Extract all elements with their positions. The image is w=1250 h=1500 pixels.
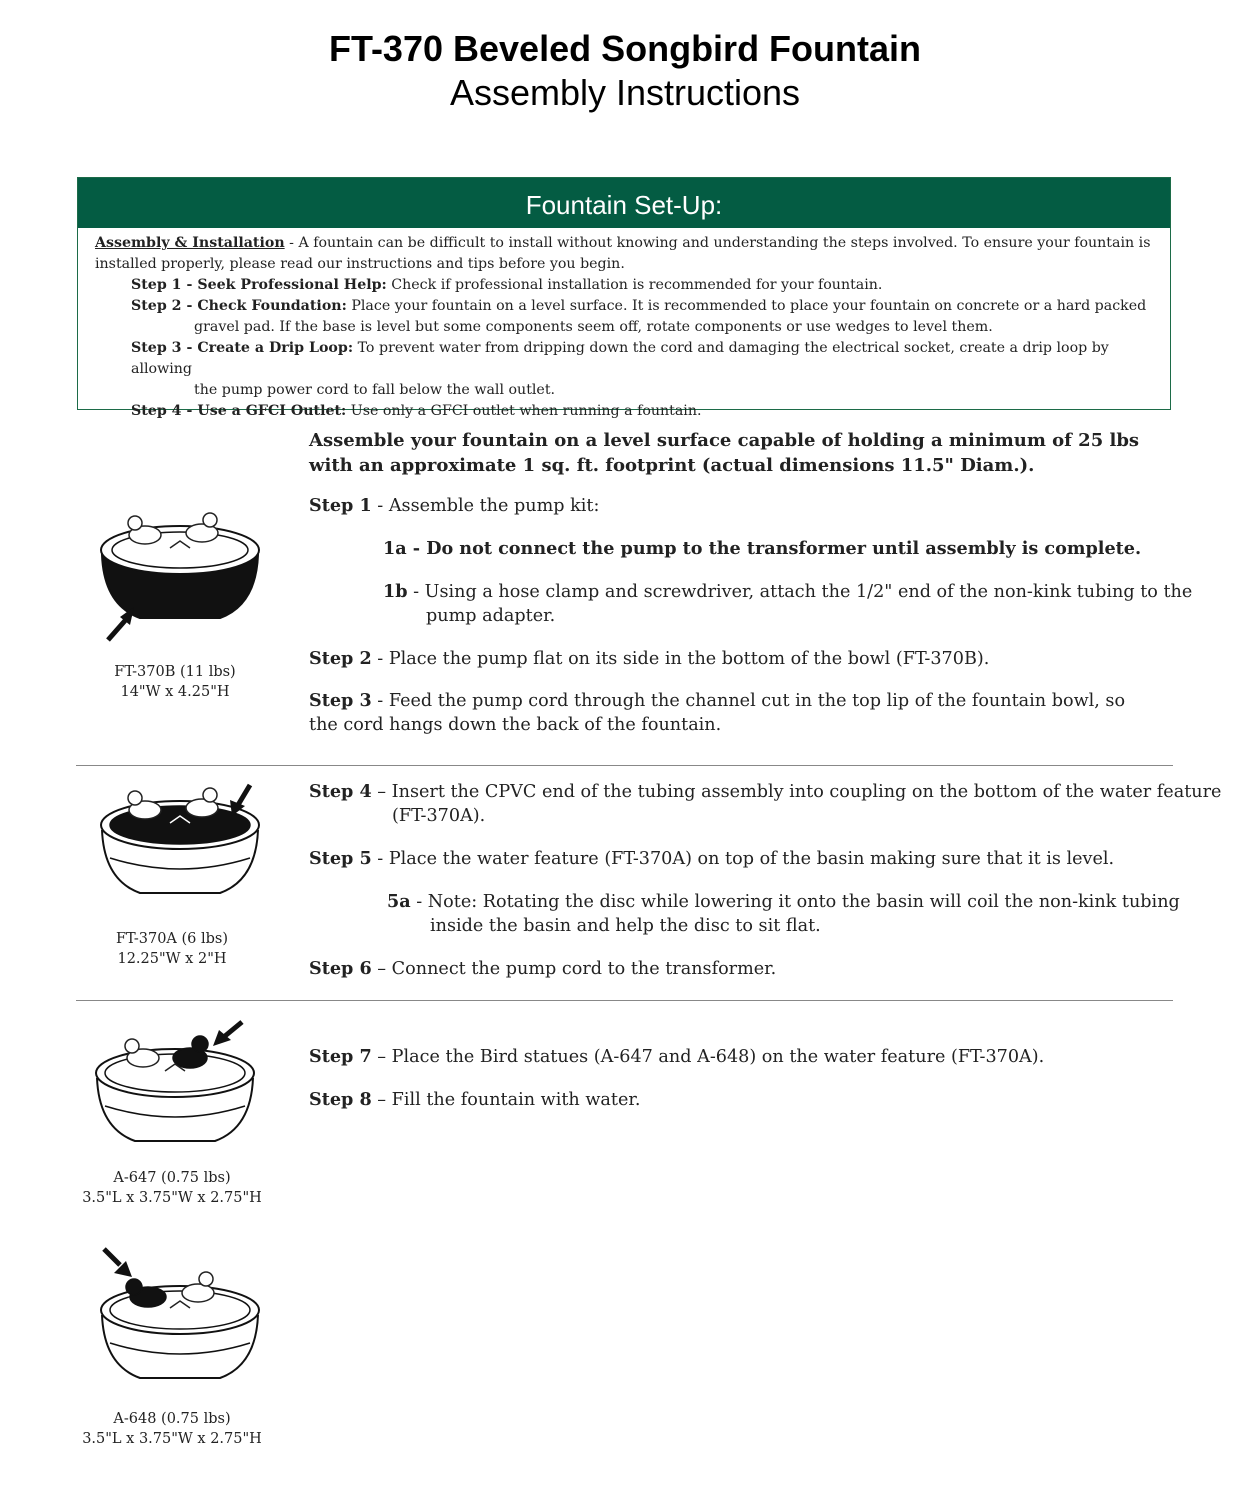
- setup-body: [78, 228, 1170, 422]
- step-1a: 1a - Do not connect the pump to the transformer until assembly is complete.: [383, 538, 1142, 559]
- step-number: Step 3: [309, 690, 372, 711]
- step-text: - Place the pump flat on its side in the bottom of the bowl (FT-370B).: [371, 649, 990, 669]
- setup-step-num: Step 2 -: [131, 298, 198, 314]
- figure-dims: 12.25"W x 2"H: [117, 951, 227, 967]
- section-divider: [76, 1000, 1173, 1001]
- arrow-icon: [108, 607, 134, 640]
- step-number: 5a: [387, 891, 411, 912]
- step-5a: [387, 890, 1230, 938]
- figure-dims: 3.5"L x 3.75"W x 2.75"H: [82, 1431, 262, 1447]
- setup-step-text: To prevent water from dripping down the cord and damaging the electrical socket, create a drip loop by allowing: [131, 340, 1109, 377]
- setup-step-num: Step 1 -: [131, 277, 198, 293]
- figure-dims: 3.5"L x 3.75"W x 2.75"H: [82, 1190, 262, 1206]
- step-number: Step 7: [309, 1046, 372, 1067]
- setup-intro-label: Assembly & Installation: [95, 235, 285, 251]
- bird-left-icon: [128, 516, 161, 544]
- step-1: [309, 494, 1179, 518]
- setup-step-text: Place your fountain on a level surface. It is recommended to place your fountain on concrete or a hard packed: [346, 298, 1147, 314]
- setup-intro-text: - A fountain can be difficult to install without knowing and understanding the steps involved. To ensure your fountain is installed properly, please read our instructions and tips before you begin.: [95, 235, 1151, 272]
- bird-right-icon: [182, 1272, 214, 1302]
- bird-a647-icon: [173, 1036, 208, 1068]
- setup-step-label: Seek Professional Help:: [197, 277, 387, 293]
- setup-step: [95, 275, 1156, 296]
- arrow-icon: [213, 1022, 242, 1046]
- step-5: [309, 847, 1179, 871]
- figure-name: A-648 (0.75 lbs): [113, 1411, 231, 1427]
- figure-name: FT-370A (6 lbs): [115, 931, 229, 947]
- figure-caption: [72, 1409, 272, 1449]
- step-4: [309, 780, 1250, 828]
- step-text: – Place the Bird statues (A-647 and A-648) on the water feature (FT-370A).: [371, 1047, 1045, 1067]
- figure-name: FT-370B (11 lbs): [114, 664, 236, 680]
- step-2: [309, 647, 1179, 671]
- bird-right-icon: [186, 513, 218, 542]
- setup-step-continuation: gravel pad. If the base is level but some components seem off, rotate components or use wedges to level them.: [194, 319, 993, 335]
- step-number: Step 4: [309, 781, 372, 802]
- bird-right-icon: [186, 788, 218, 817]
- bird-left-icon: [125, 1039, 159, 1067]
- figure-caption: [72, 1168, 272, 1208]
- figure-caption: [100, 662, 250, 702]
- setup-step: [95, 296, 1156, 338]
- setup-heading: Fountain Set-Up:: [78, 178, 1170, 228]
- step-number: Step 5: [309, 848, 372, 869]
- step-number: 1b: [383, 581, 408, 602]
- step-text: – Fill the fountain with water.: [371, 1090, 641, 1110]
- setup-panel: [77, 177, 1171, 419]
- figure-name: A-647 (0.75 lbs): [113, 1170, 231, 1186]
- bird-left-icon: [128, 791, 161, 819]
- figure-caption: [97, 929, 247, 969]
- setup-step-label: Use a GFCI Outlet:: [197, 403, 347, 419]
- setup-step-text: Use only a GFCI outlet when running a fountain.: [346, 403, 702, 419]
- setup-step: [95, 338, 1156, 401]
- step-text: – Connect the pump cord to the transformer.: [371, 959, 777, 979]
- step-text: - Place the water feature (FT-370A) on top of the basin making sure that it is level.: [371, 849, 1115, 869]
- setup-step-num: Step 3 -: [131, 340, 198, 356]
- water-feature-illustration: [90, 780, 270, 905]
- step-3: [309, 689, 1159, 737]
- figure-dims: 14"W x 4.25"H: [120, 684, 230, 700]
- bird-a647-illustration: [85, 1018, 265, 1153]
- fountain-basin-illustration: [90, 505, 270, 650]
- step-text: – Insert the CPVC end of the tubing assembly into coupling on the bottom of the water feature (FT-370A).: [371, 782, 1222, 826]
- step-text: - Feed the pump cord through the channel cut in the top lip of the fountain bowl, so the cord hangs down the back of the fountain.: [309, 691, 1126, 735]
- page-title: FT-370 Beveled Songbird Fountain: [328, 28, 922, 69]
- page-subtitle: Assembly Instructions: [449, 72, 801, 113]
- setup-intro: [95, 233, 1156, 275]
- step-number: Step 8: [309, 1089, 372, 1110]
- step-text: - Assemble the pump kit:: [371, 496, 600, 516]
- step-number: Step 1: [309, 495, 372, 516]
- step-1b: [383, 580, 1226, 628]
- setup-step-continuation: the pump power cord to fall below the wall outlet.: [194, 382, 556, 398]
- setup-step: [95, 401, 1156, 422]
- setup-step-num: Step 4 -: [131, 403, 198, 419]
- setup-step-text: Check if professional installation is recommended for your fountain.: [386, 277, 883, 293]
- bird-a648-illustration: [90, 1243, 270, 1393]
- setup-step-label: Check Foundation:: [197, 298, 347, 314]
- section-divider: [76, 765, 1173, 766]
- disc-top: [101, 526, 259, 574]
- step-text: - Note: Rotating the disc while lowering it onto the basin will coil the non-kink tubing inside the basin and help the disc to sit flat.: [410, 892, 1180, 936]
- arrow-icon: [104, 1249, 132, 1277]
- step-6: [309, 957, 1179, 981]
- setup-step-label: Create a Drip Loop:: [197, 340, 354, 356]
- step-7: [309, 1045, 1179, 1069]
- step-text: - Using a hose clamp and screwdriver, attach the 1/2" end of the non-kink tubing to the pump adapter.: [407, 582, 1193, 626]
- step-number: Step 6: [309, 958, 372, 979]
- instructions-lead: Assemble your fountain on a level surface capable of holding a minimum of 25 lbs with an approximate 1 sq. ft. footprint (actual dimensions 11.5" Diam.).: [309, 430, 1140, 476]
- step-number: Step 2: [309, 648, 372, 669]
- step-8: [309, 1088, 1179, 1112]
